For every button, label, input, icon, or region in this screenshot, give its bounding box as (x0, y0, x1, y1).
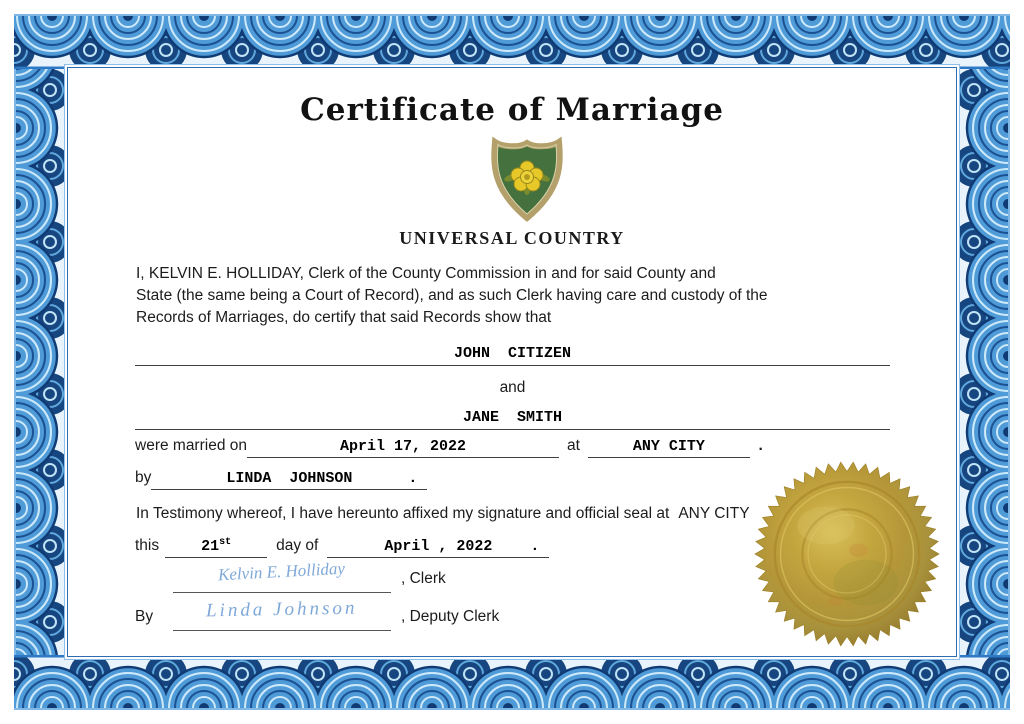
groom-name-line: JOHN CITIZEN (135, 345, 890, 366)
shield-rose-icon (486, 134, 568, 224)
intro-line-3: Records of Marriages, do certify that said Records show that (136, 308, 552, 326)
married-on-label: were married on (135, 437, 247, 454)
deputy-signature: Linda Johnson (206, 597, 358, 622)
day-of-label: day of (276, 537, 319, 554)
page-title: Certificate of Marriage (300, 92, 724, 128)
testimony-city: ANY CITY (678, 505, 750, 522)
row-period: . (530, 538, 540, 555)
clerk-signature-line (173, 558, 391, 593)
bride-name-line: JANE SMITH (135, 409, 890, 430)
month-year-field: April , 2022 . (327, 538, 549, 558)
intro-line-1: I, KELVIN E. HOLLIDAY, Clerk of the County Commission in and for said County and (136, 265, 716, 282)
deputy-signature-line (173, 599, 391, 631)
intro-text (136, 263, 796, 328)
country-name: UNIVERSAL COUNTRY (399, 228, 625, 248)
day-ordinal: st (219, 537, 232, 548)
officiant-field (151, 470, 427, 490)
clerk-title-label: , Clerk (401, 570, 446, 587)
testimony-text: In Testimony whereof, I have hereunto affixed my signature and official seal at ANY CITY (136, 505, 750, 522)
clerk-signature: Kelvin E. Holliday (218, 558, 346, 585)
officiant-row (135, 469, 427, 490)
row-period: . (408, 470, 418, 487)
marriage-date-field: April 17, 2022 (247, 438, 559, 458)
officiant-name: LINDA JOHNSON (226, 470, 353, 487)
day-field: 21st (165, 537, 267, 558)
gold-seal-burst (755, 462, 939, 646)
by-label: by (135, 469, 152, 486)
intro-line-2: State (the same being a Court of Record), and as such Clerk having care and custody of the (136, 286, 768, 304)
conjunction-text: and (499, 379, 526, 396)
deputy-title-label: , Deputy Clerk (401, 608, 500, 625)
gold-seal-icon (752, 459, 942, 649)
by-capital-label: By (135, 608, 154, 625)
row-period: . (755, 437, 766, 455)
date-of-seal-row (135, 537, 549, 558)
marriage-place-field: ANY CITY (588, 438, 750, 458)
at-label: at (567, 437, 580, 454)
marriage-date-row (135, 437, 765, 458)
this-label: this (135, 537, 160, 554)
